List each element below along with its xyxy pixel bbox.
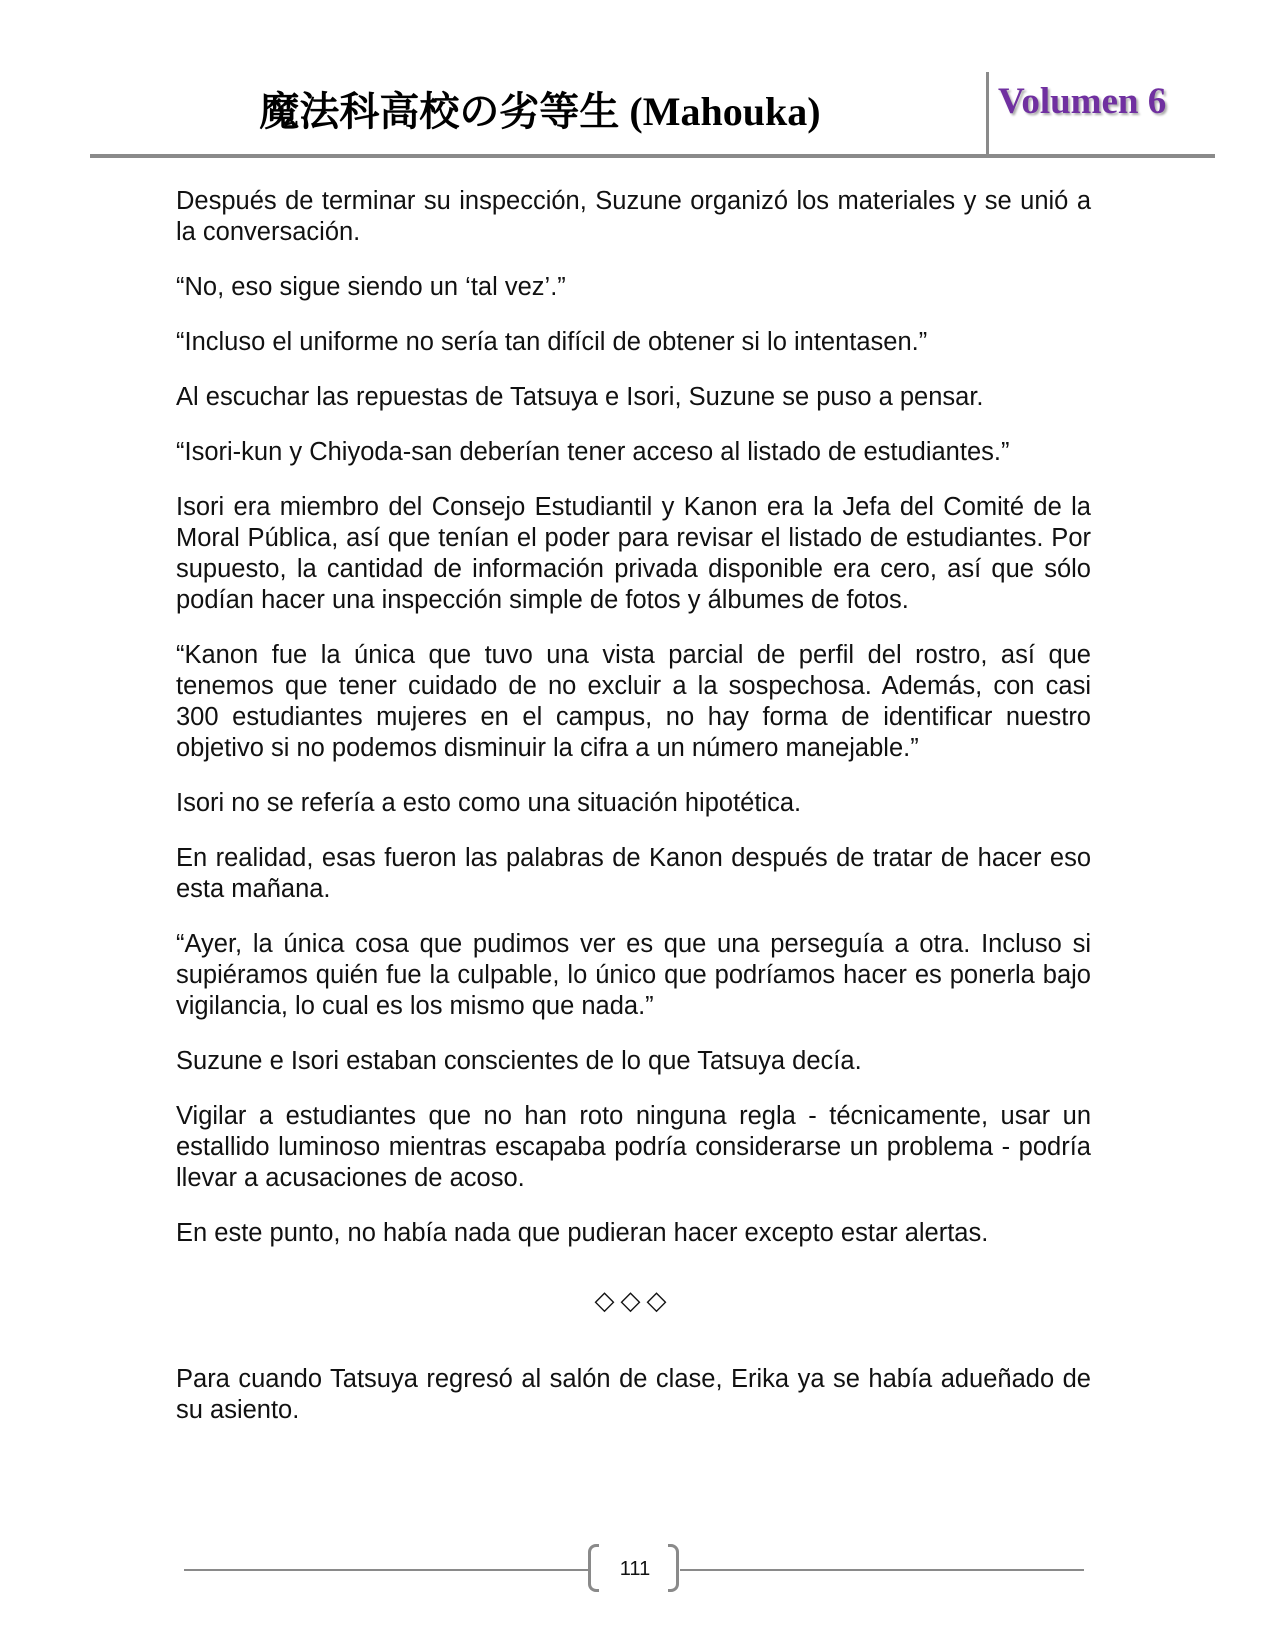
paragraph: “Ayer, la única cosa que pudimos ver es que una perseguía a otra. Incluso si supiéramos quién fue la culpable, lo único que podríamos hacer es ponerla bajo vigilancia, lo cual es los mismo que nada.” [176, 930, 1091, 1020]
paragraph: “No, eso sigue siendo un ‘tal vez’.” [176, 273, 566, 301]
page-body [176, 186, 1091, 1450]
paragraph: “Isori-kun y Chiyoda-san deberían tener acceso al listado de estudiantes.” [176, 438, 1010, 466]
header-divider [986, 72, 989, 156]
paragraph: Isori era miembro del Consejo Estudiantil y Kanon era la Jefa del Comité de la Moral Pública, así que tenían el poder para revisar el listado de estudiantes. Por supuesto, la cantidad de información privada disponible era cero, así que sólo podían hacer una inspección simple de fotos y álbumes de fotos. [176, 493, 1091, 614]
paragraph: “Kanon fue la única que tuvo una vista parcial de perfil del rostro, así que tenemos que tener cuidado de no excluir a la sospechosa. Además, con casi 300 estudiantes mujeres en el campus, no hay forma de identificar nuestro objetivo si no podemos disminuir la cifra a un número manejable.” [176, 641, 1091, 762]
volume-label: Volumen 6 [998, 81, 1167, 122]
scene-separator: ◇◇◇ [594, 1285, 673, 1315]
paragraph: Vigilar a estudiantes que no han roto ninguna regla - técnicamente, usar un estallido luminoso mientras escapaba podría considerarse un problema - podría llevar a acusaciones de acoso. [176, 1102, 1091, 1192]
paragraph: Isori no se refería a esto como una situación hipotética. [176, 789, 802, 817]
paragraph: En este punto, no había nada que pudieran hacer excepto estar alertas. [176, 1219, 989, 1247]
paragraph: Suzune e Isori estaban conscientes de lo que Tatsuya decía. [176, 1047, 862, 1075]
paragraph: En realidad, esas fueron las palabras de Kanon después de tratar de hacer eso esta mañana. [176, 844, 1091, 903]
header-title: 魔法科高校の劣等生 (Mahouka) [259, 89, 821, 134]
paragraph: Para cuando Tatsuya regresó al salón de clase, Erika ya se había adueñado de su asiento. [176, 1365, 1091, 1424]
paragraph: Después de terminar su inspección, Suzune organizó los materiales y se unió a la conversación. [176, 187, 1091, 246]
paragraph: Al escuchar las repuestas de Tatsuya e Isori, Suzune se puso a pensar. [176, 383, 984, 411]
paragraph: “Incluso el uniforme no sería tan difícil de obtener si lo intentasen.” [176, 328, 928, 356]
footer-rule-left [184, 1569, 588, 1571]
page-number: 111 [619, 1558, 651, 1580]
header-rule [90, 154, 1215, 158]
footer-rule-right [680, 1569, 1084, 1571]
